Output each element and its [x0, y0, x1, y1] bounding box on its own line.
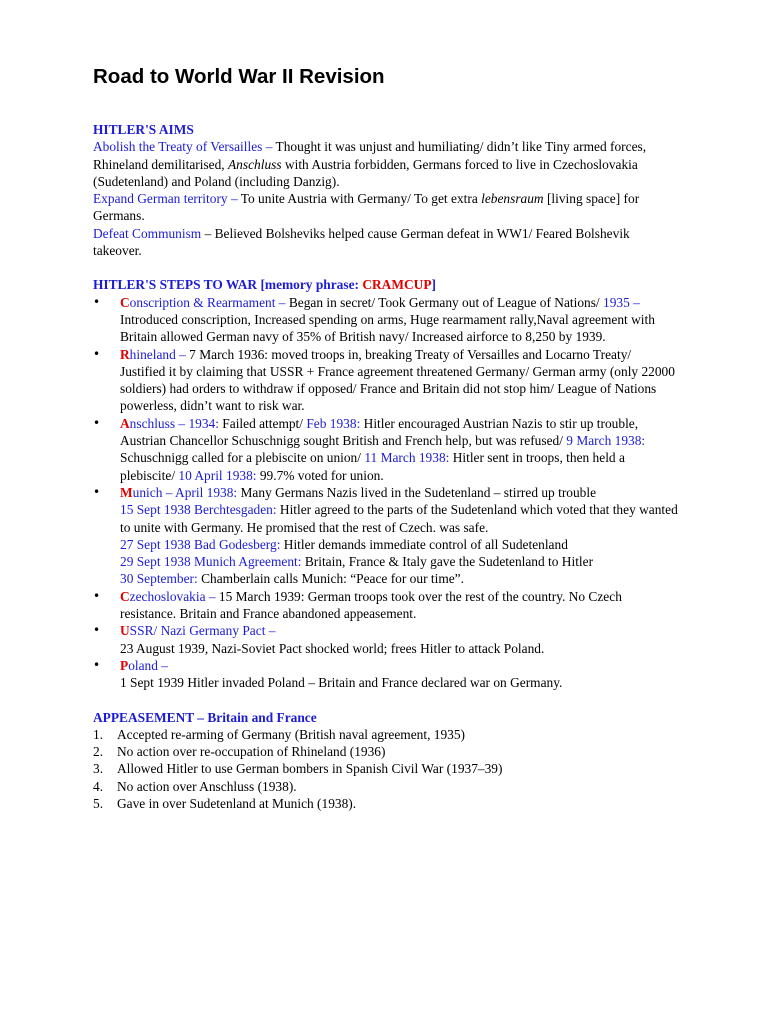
aim-text-cont: with Austria forbidden, Germans forced to live in Czechoslovakia (Sudetenland) and Poland (including Danzig).: [93, 156, 638, 189]
step-date-label: 9 March 1938:: [566, 433, 646, 449]
step-initial-letter: M: [120, 484, 133, 500]
step-text: Hitler demands immediate control of all Sudetenland: [280, 536, 568, 552]
aim-label: Expand German territory –: [93, 191, 238, 207]
step-date-label: onscription & Rearmament –: [129, 294, 286, 310]
aim-label: Defeat Communism: [93, 225, 202, 241]
aims-section: [93, 121, 678, 259]
step-line: [120, 501, 678, 536]
step-line: [120, 484, 678, 501]
step-text: 15 March 1939: German troops took over the rest of the country. No Czech resistance. Britain and France abandoned appeasement.: [120, 588, 622, 622]
steps-heading: [93, 276, 678, 293]
step-item: [93, 294, 678, 346]
aims-heading: HITLER'S AIMS: [93, 122, 194, 137]
bullet-point: •: [93, 588, 101, 603]
step-date-label: oland –: [128, 657, 168, 673]
step-date-label: nschluss – 1934:: [129, 415, 219, 431]
step-initial-letter: A: [120, 415, 130, 431]
steps-list: [93, 294, 678, 692]
item-text: Gave in over Sudetenland at Munich (1938).: [117, 795, 357, 811]
step-text: 7 March 1936: moved troops in, breaking Treaty of Versailles and Locarno Treaty/ Justified it by claiming that USSR + France agreement threatened Germany/ German army (only 22000 soldiers) had orders to withdraw if opposed/ France and Britain did not stop him/ League of Nations powerless, didn’t want to risk war.: [120, 346, 675, 414]
step-item: [93, 622, 678, 657]
steps-heading-close: ]: [431, 277, 436, 293]
step-date-label: hineland –: [129, 346, 186, 362]
step-line: [120, 553, 678, 570]
appeasement-item: [93, 795, 678, 812]
bullet-point: •: [93, 294, 101, 309]
aim-item: [93, 225, 678, 260]
step-text: Hitler agreed to the parts of the Sudetenland which voted that they wanted to unite with Germany. He promised that the rest of Czech. was safe.: [120, 502, 678, 535]
aim-text: Thought it was unjust and humiliating/ didn’t like Tiny armed forces, Rhineland demilitarised,: [93, 139, 647, 172]
step-date-label: 27 Sept 1938 Bad Godesberg:: [120, 536, 281, 552]
step-line: [120, 536, 678, 553]
item-number: 4.: [93, 778, 104, 794]
step-text: 1 Sept 1939 Hitler invaded Poland – Britain and France declared war on Germany.: [120, 675, 563, 691]
aim-item: [93, 138, 678, 190]
step-line: [120, 570, 678, 587]
step-initial-letter: R: [120, 346, 130, 362]
document-page: [93, 64, 678, 812]
step-item: [93, 657, 678, 692]
step-initial-letter: C: [120, 588, 130, 604]
bullet-point: •: [93, 623, 101, 638]
item-number: 1.: [93, 726, 104, 742]
item-text: No action over Anschluss (1938).: [117, 778, 297, 794]
aim-label: Abolish the Treaty of Versailles –: [93, 139, 273, 155]
bullet-point: •: [93, 346, 101, 361]
step-date-label: 11 March 1938:: [364, 450, 450, 466]
step-text: Britain, France & Italy gave the Sudetenland to Hitler: [301, 554, 594, 570]
bullet-point: •: [93, 657, 101, 672]
step-text: 99.7% voted for union.: [256, 467, 384, 483]
aim-italic-term: Anschluss: [228, 156, 282, 172]
step-date-label: Feb 1938:: [306, 415, 361, 431]
aim-italic-term: lebensraum: [481, 191, 544, 207]
step-text: Hitler sent in troops, then held a plebiscite/: [120, 450, 625, 483]
aim-item: [93, 190, 678, 225]
appeasement-item: [93, 760, 678, 777]
aim-text: To unite Austria with Germany/ To get extra: [237, 191, 482, 207]
appeasement-section: [93, 709, 678, 813]
step-line: [120, 674, 678, 691]
steps-section: [93, 276, 678, 691]
step-line: [120, 622, 678, 639]
step-text: Introduced conscription, Increased spending on arms, Huge rearmament rally,Naval agreement with Britain allowed German navy of 35% of British navy/ Increased airforce to 8,250 by 1939.: [120, 311, 655, 345]
mnemonic-word: CRAMCUP: [362, 277, 432, 293]
aim-text-cont: [living space] for Germans.: [93, 191, 640, 224]
step-date-label: 1935 –: [603, 294, 640, 310]
step-text: Chamberlain calls Munich: “Peace for our time”.: [197, 571, 464, 587]
item-number: 5.: [93, 795, 104, 811]
item-text: Accepted re-arming of Germany (British naval agreement, 1935): [117, 726, 466, 742]
step-text: Schuschnigg called for a plebiscite on union/: [120, 450, 365, 466]
aims-list: [93, 138, 678, 259]
step-date-label: unich – April 1938:: [132, 484, 238, 500]
appeasement-list: [93, 726, 678, 812]
appeasement-item: [93, 743, 678, 760]
step-item: [93, 415, 678, 484]
bullet-point: •: [93, 484, 101, 499]
document-title: Road to World War II Revision: [93, 65, 385, 88]
step-text: Hitler encouraged Austrian Nazis to stir up trouble, Austrian Chancellor Schuschnigg sought British and French help, but was refused/: [120, 415, 639, 449]
item-text: No action over re-occupation of Rhineland (1936): [117, 744, 386, 760]
step-line: [120, 657, 678, 674]
appeasement-heading: APPEASEMENT – Britain and France: [93, 709, 317, 725]
step-text: 23 August 1939, Nazi-Soviet Pact shocked world; frees Hitler to attack Poland.: [120, 640, 545, 656]
bullet-point: •: [93, 415, 101, 430]
aim-text: – Believed Bolsheviks helped cause German defeat in WW1/ Feared Bolshevik takeover.: [93, 225, 630, 259]
step-date-label: 15 Sept 1938 Berchtesgaden:: [120, 502, 277, 518]
item-number: 3.: [93, 761, 104, 777]
step-text: Failed attempt/: [218, 415, 307, 431]
step-date-label: zechoslovakia –: [129, 588, 216, 604]
item-number: 2.: [93, 744, 104, 760]
appeasement-item: [93, 726, 678, 743]
step-date-label: 29 Sept 1938 Munich Agreement:: [120, 554, 302, 570]
step-initial-letter: P: [120, 657, 129, 673]
step-item: [93, 346, 678, 415]
step-initial-letter: C: [120, 294, 130, 310]
item-text: Allowed Hitler to use German bombers in Spanish Civil War (1937–39): [117, 761, 503, 777]
step-item: [93, 588, 678, 623]
step-item: [93, 484, 678, 588]
appeasement-item: [93, 778, 678, 795]
step-initial-letter: U: [120, 623, 130, 639]
step-date-label: 10 April 1938:: [178, 467, 257, 483]
step-line: [120, 640, 678, 657]
steps-heading-text: HITLER'S STEPS TO WAR [memory phrase:: [93, 277, 363, 293]
step-date-label: 30 September:: [120, 571, 198, 587]
step-date-label: SSR/ Nazi Germany Pact –: [129, 623, 276, 639]
step-text: Many Germans Nazis lived in the Sudetenland – stirred up trouble: [237, 484, 597, 500]
step-text: Began in secret/ Took Germany out of League of Nations/: [285, 294, 603, 310]
